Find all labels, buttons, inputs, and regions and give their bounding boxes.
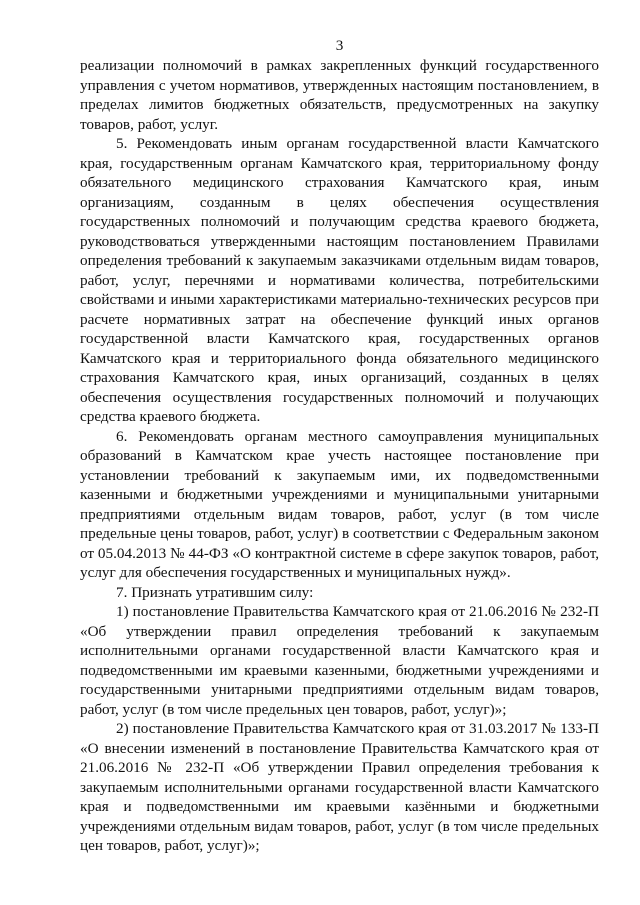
- paragraph-item-7: 7. Признать утратившим силу:: [116, 583, 314, 601]
- paragraph-continuation: реализации полномочий в рамках закрепленных функций государственного управления с учетом нормативов, утвержденных настоящим постановлением, в пределах лимитов бюджетных обязательств, предусмотренных на закупку товаров, работ, услуг.: [80, 57, 599, 133]
- paragraph-subitem-2: 2) постановление Правительства Камчатского края от 31.03.2017 № 133-П «О внесении изменений в постановление Правительства Камчатского края от 21.06.2016 № 232-П «Об утверждении Правил определения требования к закупаемым исполнительными органами государственной власти Камчатского края и подведомственными им краевыми казёнными и бюджетными учреждениями отдельным видам товаров, работ, услуг (в том числе предельных цен товаров, работ, услуг)»;: [80, 720, 599, 854]
- page-number: 3: [335, 37, 344, 54]
- paragraph-subitem-1: 1) постановление Правительства Камчатского края от 21.06.2016 № 232-П «Об утверждении правил определения требований к закупаемым исполнительными органами государственной власти Камчатского края и подведомственными им краевыми казенными, бюджетными учреждениями и государственными унитарными предприятиями отдельным видам товаров, работ, услуг (в том числе предельных цен товаров, работ, услуг)»;: [80, 603, 599, 718]
- paragraph-item-5: 5. Рекомендовать иным органам государственной власти Камчатского края, государственным органам Камчатского края, территориальному фонду обязательного медицинского страхования Камчатского края, иным организациям, созданным в целях обеспечения осуществления государственных полномочий и получающим средства краевого бюджета, руководствоваться утвержденными настоящим постановлением Правилами определения требований к закупаемым заказчиками отдельным видам товаров, работ, услуг, перечнями и нормативами количества, потребительскими свойствами и иными характеристиками материально-технических ресурсов при расчете нормативных затрат на обеспечение функций иных органов государственной власти Камчатского края, государственных органов Камчатского края и территориального фонда обязательного медицинского страхования Камчатского края, иных организаций, созданных в целях обеспечения осуществления государственных полномочий и получающих средства краевого бюджета.: [80, 135, 599, 425]
- paragraph-item-6: 6. Рекомендовать органам местного самоуправления муниципальных образований в Камчатском крае учесть настоящее постановление при установлении требований к закупаемым ими, их подведомственными казенными и бюджетными учреждениями и муниципальными унитарными предприятиями отдельным видам товаров, работ, услуг (в том числе предельные цены товаров, работ, услуг) в соответствии с Федеральным законом от 05.04.2013 № 44-ФЗ «О контрактной системе в сфере закупок товаров, работ, услуг для обеспечения государственных и муниципальных нужд».: [80, 427, 599, 581]
